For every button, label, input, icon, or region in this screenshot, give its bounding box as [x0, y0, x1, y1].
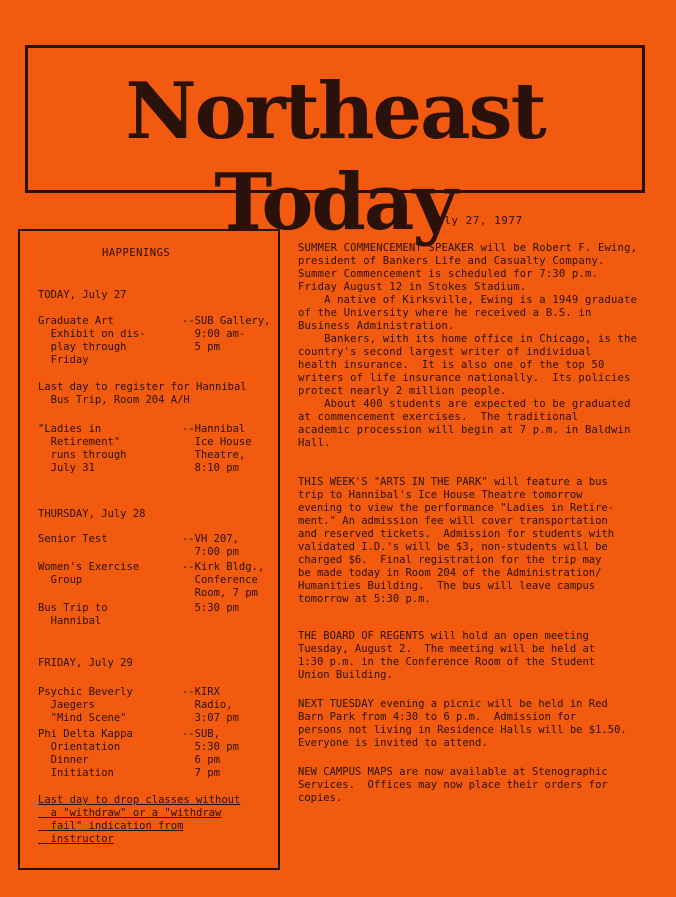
- event-info: --SUB, 5:30 pm 6 pm 7 pm: [182, 728, 239, 779]
- commencement-article: SUMMER COMMENCEMENT SPEAKER will be Robert F. Ewing, president of Bankers Life and Casualty Company. Summer Commencement is scheduled for 7:30 p.m. Friday August 12 in Stokes Stadium. A native of Kirksville, Ewing is a 1949 graduate of the University where he received a B.S. in Business Administration. Bankers, with its home office in Chicago, is the country's second largest writer of individual health insurance. It is also one of the top 50 writers of life insurance nationally. Its policies protect nearly 2 million people. About 400 students are expected to be graduated at commencement exercises. The traditional academic procession will begin at 7 p.m. in Baldwin Hall.: [298, 242, 638, 449]
- picnic-article: NEXT TUESDAY evening a picnic will be held in Red Barn Park from 4:30 to 6 p.m. Admission for persons not living in Residence Halls will be $1.50. Everyone is invited to attend.: [298, 698, 627, 749]
- event-name: Phi Delta Kappa Orientation Dinner Initiation: [38, 728, 133, 779]
- event-name: Senior Test: [38, 533, 108, 545]
- event-name: Women's Exercise Group: [38, 561, 140, 586]
- masthead-title: Northeast Today: [125, 66, 545, 248]
- event-info: --SUB Gallery, 9:00 am- 5 pm: [182, 315, 271, 353]
- drop-deadline-note: Last day to drop classes without a "withdraw" or a "withdraw fail" indication from instructor: [38, 794, 241, 845]
- event-info: --Kirk Bldg., Conference Room, 7 pm: [182, 561, 265, 599]
- day-heading-thursday: THURSDAY, July 28: [38, 508, 146, 520]
- sidebar-heading: HAPPENINGS: [102, 247, 171, 259]
- day-heading-friday: FRIDAY, July 29: [38, 657, 133, 669]
- arts-in-the-park-article: THIS WEEK'S "ARTS IN THE PARK" will feature a bus trip to Hannibal's Ice House Theatre tomorrow evening to view the performance "Ladies in Retire- ment." An admission fee will cover transportation and reserved tickets. Admission for students with validated I.D.'s will be $3, non-students will be charged $6. Final registration for the trip may be made today in Room 204 of the Administration/ Humanities Building. The bus will leave campus tomorrow at 5:30 p.m.: [298, 476, 615, 605]
- event-note: Last day to register for Hannibal Bus Trip, Room 204 A/H: [38, 381, 247, 406]
- campus-maps-article: NEW CAMPUS MAPS are now available at Stenographic Services. Offices may now place their orders for copies.: [298, 766, 608, 804]
- event-info: 5:30 pm: [182, 602, 239, 614]
- event-info: --Hannibal Ice House Theatre, 8:10 pm: [182, 423, 252, 474]
- board-of-regents-article: THE BOARD OF REGENTS will hold an open meeting Tuesday, August 2. The meeting will be held at 1:30 p.m. in the Conference Room of the Student Union Building.: [298, 630, 596, 681]
- event-name: Psychic Beverly Jaegers "Mind Scene": [38, 686, 133, 724]
- event-info: --KIRX Radio, 3:07 pm: [182, 686, 239, 724]
- issue-date: July 27, 1977: [430, 214, 523, 227]
- happenings-sidebar: [18, 229, 280, 870]
- day-heading-today: TODAY, July 27: [38, 289, 127, 301]
- event-name: Bus Trip to Hannibal: [38, 602, 108, 627]
- event-info: --VH 207, 7:00 pm: [182, 533, 239, 558]
- event-name: "Ladies in Retirement" runs through July 31: [38, 423, 127, 474]
- event-name: Graduate Art Exhibit on dis- play through Friday: [38, 315, 146, 366]
